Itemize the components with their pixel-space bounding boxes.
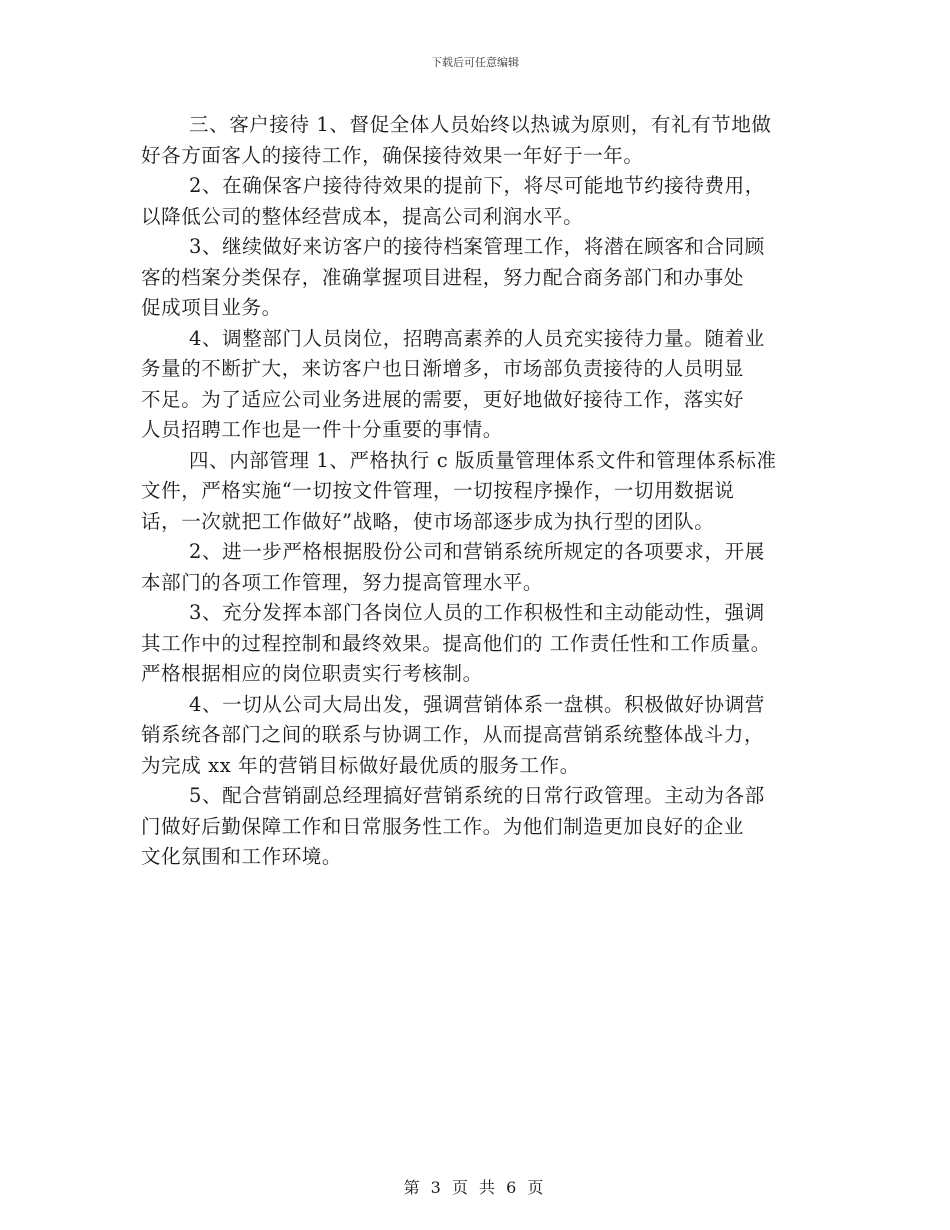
text-line: 2、在确保客户接待待效果的提前下，将尽可能地节约接待费用， (189, 174, 765, 197)
paragraph-internal-management (141, 446, 821, 538)
text-line: 文件，严格实施“一切按文件管理，一切按程序操作，一切用数据说 (141, 479, 735, 502)
text-line: 三、客户接待 1、督促全体人员始终以热诚为原则，有礼有节地做 (189, 113, 772, 136)
text-line: 门做好后勤保障工作和日常服务性工作。为他们制造更加良好的企业 (141, 814, 745, 838)
paragraph-administrative-support (141, 781, 821, 873)
page-header-note: 下载后可任意编辑 (431, 56, 519, 69)
text-line: 5、配合营销副总经理搞好营销系统的日常行政管理。主动为各部 (189, 784, 765, 807)
text-line: 其工作中的过程控制和最终效果。提高他们的 工作责任性和工作质量。 (141, 631, 771, 655)
text-line: 以降低公司的整体经营成本，提高公司利润水平。 (141, 204, 584, 228)
text-line: 人员招聘工作也是一件十分重要的事情。 (141, 418, 503, 441)
text-line: 为完成 xx 年的营销目标做好最优质的服务工作。 (141, 753, 580, 777)
text-line: 严格根据相应的岗位职责实行考核制。 (141, 662, 483, 685)
paragraph-customer-reception (141, 110, 821, 171)
text-line: 3、充分发挥本部门各岗位人员的工作积极性和主动能动性，强调 (189, 601, 765, 624)
text-line: 务量的不断扩大，来访客户也日渐增多，市场部负责接待的人员明显 (141, 357, 745, 380)
paragraph-reception-archives (141, 232, 821, 324)
text-line: 好各方面客人的接待工作，确保接待效果一年好于一年。 (141, 143, 644, 167)
text-line: 文化氛围和工作环境。 (141, 845, 343, 868)
paragraph-reception-cost (141, 171, 821, 232)
paragraph-management-level (141, 537, 821, 598)
paragraph-work-enthusiasm (141, 598, 821, 690)
text-line: 3、继续做好来访客户的接待档案管理工作，将潜在顾客和合同顾 (189, 235, 765, 258)
text-line: 4、一切从公司大局出发，强调营销体系一盘棋。积极做好协调营 (189, 692, 765, 716)
document-body (141, 110, 821, 873)
text-line: 话，一次就把工作做好”战略，使市场部逐步成为执行型的团队。 (141, 509, 715, 533)
paragraph-staff-recruitment (141, 324, 821, 446)
text-line: 四、内部管理 1、严格执行 c 版质量管理体系文件和管理体系标准 (189, 448, 777, 472)
text-line: 本部门的各项工作管理，努力提高管理水平。 (141, 570, 544, 594)
text-line: 促成项目业务。 (141, 296, 282, 319)
text-line: 2、进一步严格根据股份公司和营销系统所规定的各项要求，开展 (189, 540, 765, 563)
paragraph-overall-coordination (141, 690, 821, 782)
text-line: 销系统各部门之间的联系与协调工作，从而提高营销系统整体战斗力， (141, 723, 765, 746)
text-line: 客的档案分类保存，准确掌握项目进程，努力配合商务部门和办事处 (141, 265, 745, 289)
page-number: 第 3 页 共 6 页 (403, 1178, 547, 1197)
text-line: 不足。为了适应公司业务进展的需要，更好地做好接待工作，落实好 (141, 387, 745, 411)
text-line: 4、调整部门人员岗位，招聘高素养的人员充实接待力量。随着业 (189, 326, 765, 350)
